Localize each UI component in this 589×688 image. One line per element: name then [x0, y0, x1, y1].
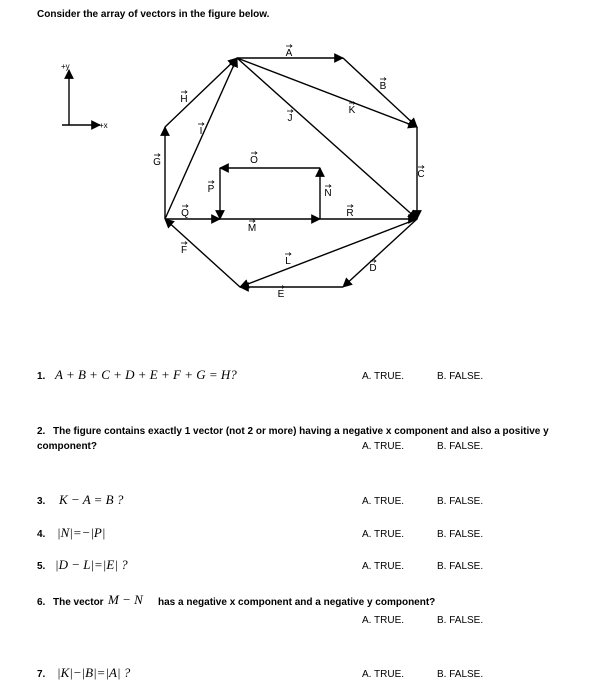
vector-figure — [0, 0, 589, 340]
q3-option-true[interactable]: A. TRUE. — [362, 496, 405, 507]
vector-d — [343, 219, 417, 287]
vector-h — [165, 58, 237, 127]
vector-label-a: A — [285, 48, 293, 59]
q1-number: 1. — [37, 371, 46, 382]
vector-label-o: O — [250, 155, 258, 166]
q6-text-pre: The vector — [53, 597, 104, 608]
q2-option-true[interactable]: A. TRUE. — [362, 441, 405, 452]
q2-option-false[interactable]: B. FALSE. — [437, 441, 484, 452]
q5-option-true[interactable]: A. TRUE. — [362, 561, 405, 572]
vector-label-d: D — [369, 263, 377, 274]
q4-option-true[interactable]: A. TRUE. — [362, 529, 405, 540]
q3-expression: K − A = B ? — [59, 492, 124, 507]
q6-number: 6. — [37, 597, 46, 608]
q3-number: 3. — [37, 496, 46, 507]
q7-option-false[interactable]: B. FALSE. — [437, 669, 484, 680]
q7-expression: |K|−|B|=|A| ? — [57, 665, 131, 680]
vector-label-j: J — [287, 113, 293, 124]
q2-text-line1: The figure contains exactly 1 vector (not 2 or more) having a negative x component and also a positive y — [53, 426, 549, 437]
q6-text-post: has a negative x component and a negative y component? — [158, 597, 436, 608]
vector-label-q: Q — [181, 208, 189, 219]
intro-text: Consider the array of vectors in the figure below. — [37, 9, 270, 20]
vector-label-m: M — [247, 223, 257, 234]
q4-number: 4. — [37, 529, 46, 540]
vector-label-p: P — [207, 184, 215, 195]
x-axis-label: +x — [99, 121, 108, 130]
vector-f — [165, 219, 240, 287]
vector-label-b: B — [379, 81, 387, 92]
q2-text-line2: component? — [37, 441, 97, 452]
vector-label-h: H — [180, 94, 188, 105]
q2-number: 2. — [37, 426, 46, 437]
q6-option-false[interactable]: B. FALSE. — [437, 615, 484, 626]
vector-label-c: C — [417, 169, 425, 180]
vector-label-i: I — [199, 126, 203, 137]
vector-b — [343, 58, 417, 127]
vector-label-f: F — [180, 245, 188, 256]
q4-option-false[interactable]: B. FALSE. — [437, 529, 484, 540]
q6-expression: M − N — [108, 592, 143, 607]
q5-option-false[interactable]: B. FALSE. — [437, 561, 484, 572]
vector-label-e: E — [277, 289, 285, 300]
vector-label-g: G — [153, 157, 161, 168]
q5-expression: |D − L|=|E| ? — [55, 557, 128, 572]
vector-label-k: K — [348, 105, 356, 116]
q5-number: 5. — [37, 561, 46, 572]
q3-option-false[interactable]: B. FALSE. — [437, 496, 484, 507]
q1-option-false[interactable]: B. FALSE. — [437, 371, 484, 382]
vector-label-n: N — [324, 188, 332, 199]
vector-i — [165, 58, 237, 219]
q6-option-true[interactable]: A. TRUE. — [362, 615, 405, 626]
q1-option-true[interactable]: A. TRUE. — [362, 371, 405, 382]
y-axis-label: +y — [61, 62, 70, 71]
vector-label-r: R — [346, 208, 354, 219]
q7-option-true[interactable]: A. TRUE. — [362, 669, 405, 680]
vector-l — [240, 219, 417, 287]
q7-number: 7. — [37, 669, 46, 680]
q1-expression: A + B + C + D + E + F + G = H? — [55, 367, 237, 382]
q4-expression: |N|=−|P| — [57, 525, 106, 540]
vector-label-l: L — [285, 256, 291, 267]
vector-k — [237, 58, 417, 127]
